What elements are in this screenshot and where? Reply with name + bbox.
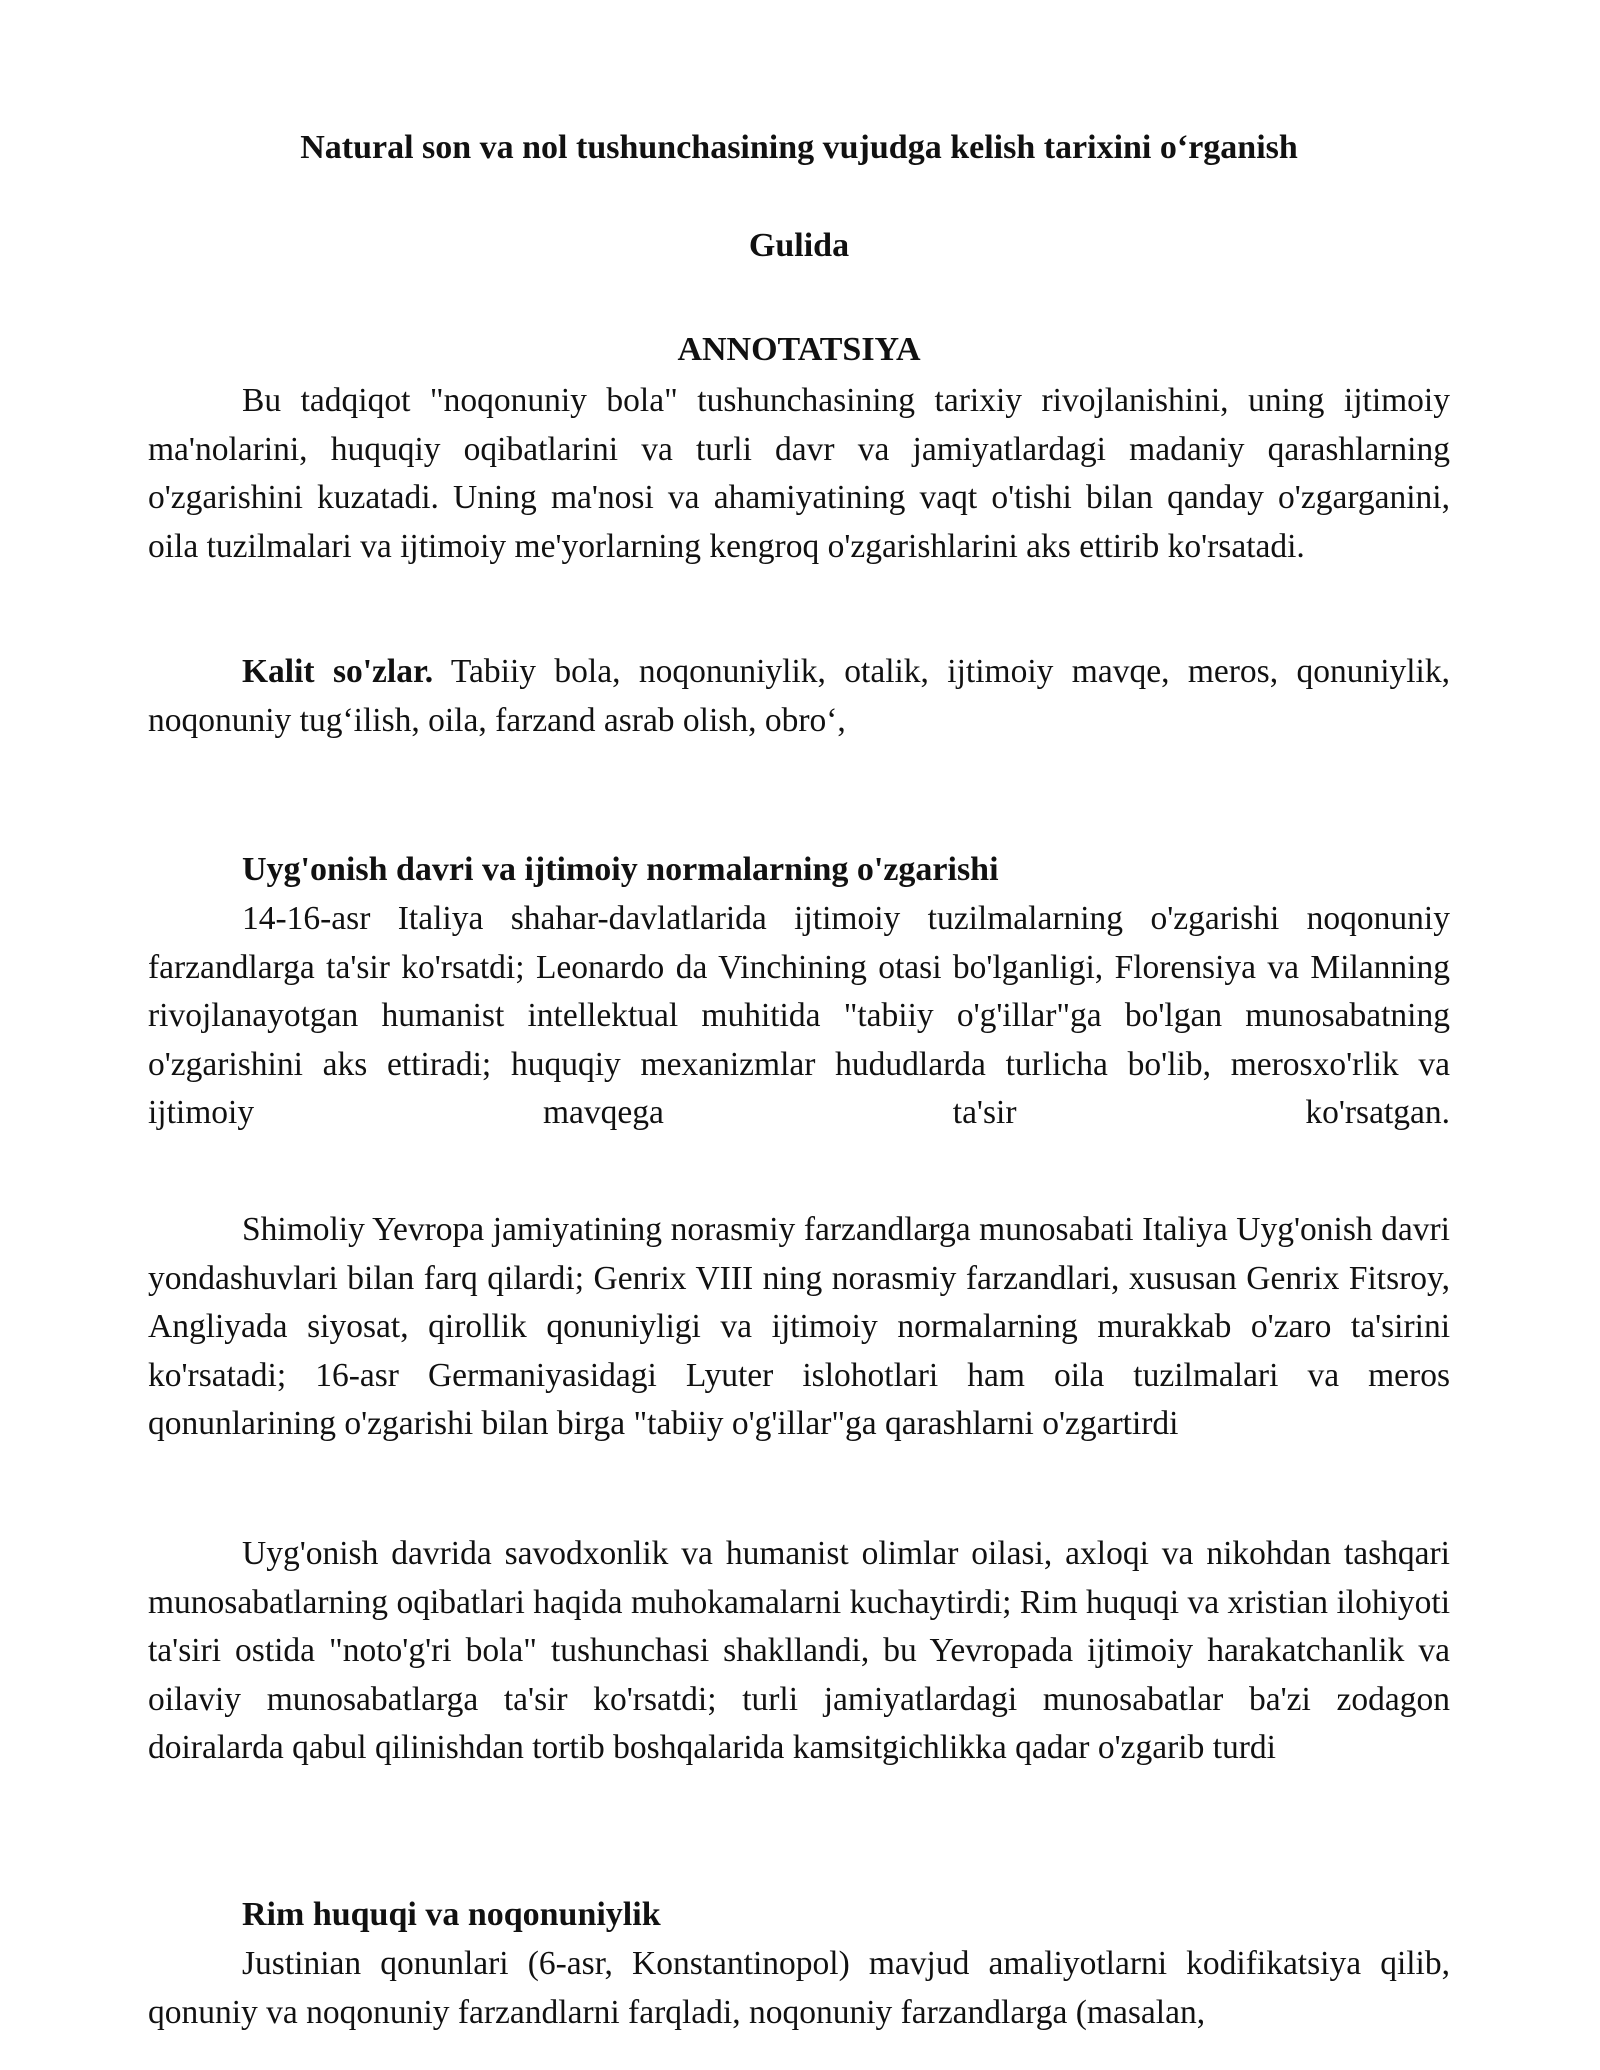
keywords-text: Tabiiy bola, noqonuniylik, otalik, ijtimoiy mavqe, meros, qonuniylik, noqonuniy tug‘ilish, oila, farzand asrab olish, obro‘, [148,653,1450,739]
section-heading-roman-law: Rim huquqi va noqonuniylik [242,1896,661,1933]
section-heading-renaissance: Uyg'onish davri va ijtimoiy normalarning o'zgarishi [242,851,999,888]
section1-paragraph-2: Shimoliy Yevropa jamiyatining norasmiy farzandlarga munosabati Italiya Uyg'onish davri yondashuvlari bilan farq qilardi; Genrix VIII ning norasmiy farzandlari, xususan Genrix Fitsroy, Angliyada siyosat, qirollik qonuniyligi va ijtimoiy normalarning murakkab o'zaro ta'sirini ko'rsatadi; 16-asr Germaniyasidagi Lyuter islohotlari ham oila tuzilmalari va meros qonunlarining o'zgarishi bilan birga "tabiiy o'g'illar"ga qarashlarni o'zgartirdi [148,1211,1450,1442]
document-title: Natural son va nol tushunchasining vujudga kelish tarixini o‘rganish [300,129,1298,166]
keywords-paragraph [148,648,1450,745]
section2-paragraph-1: Justinian qonunlari (6-asr, Konstantinopol) mavjud amaliyotlarni kodifikatsiya qilib, qonuniy va noqonuniy farzandlarni farqladi, noqonuniy farzandlarga (masalan, [148,1945,1450,2031]
section1-paragraph-1: 14-16-asr Italiya shahar-davlatlarida ijtimoiy tuzilmalarning o'zgarishi noqonuniy farzandlarga ta'sir ko'rsatdi; Leonardo da Vinchining otasi bo'lganligi, Florensiya va Milanning rivojlanayotgan humanist intellektual muhitida "tabiiy o'g'illar"ga bo'lgan munosabatning o'zgarishini aks ettiradi; huquqiy mexanizmlar hududlarda turlicha bo'lib, merosxo'rlik va ijtimoiy mavqega ta'sir ko'rsatgan. [148,900,1450,1131]
section1-paragraph-3: Uyg'onish davrida savodxonlik va humanist olimlar oilasi, axloqi va nikohdan tashqari munosabatlarning oqibatlari haqida muhokamalarni kuchaytirdi; Rim huquqi va xristian ilohiyoti ta'siri ostida "noto'g'ri bola" tushunchasi shakllandi, bu Yevropada ijtimoiy harakatchanlik va oilaviy munosabatlarga ta'sir ko'rsatdi; turli jamiyatlardagi munosabatlar ba'zi zodagon doiralarda qabul qilinishdan tortib boshqalarida kamsitgichlikka qadar o'zgarib turdi [148,1535,1450,1766]
keywords-label: Kalit so'zlar. [242,653,434,690]
annotation-heading: ANNOTATSIYA [677,331,921,368]
author-name: Gulida [748,227,850,264]
annotation-paragraph: Bu tadqiqot "noqonuniy bola" tushunchasining tarixiy rivojlanishini, uning ijtimoiy ma'nolarini, huquqiy oqibatlarini va turli davr va jamiyatlardagi madaniy qarashlarning o'zgarishini kuzatadi. Uning ma'nosi va ahamiyatining vaqt o'tishi bilan qanday o'zgarganini, oila tuzilmalari va ijtimoiy me'yorlarning kengroq o'zgarishlarini aks ettirib ko'rsatadi. [148,382,1450,565]
